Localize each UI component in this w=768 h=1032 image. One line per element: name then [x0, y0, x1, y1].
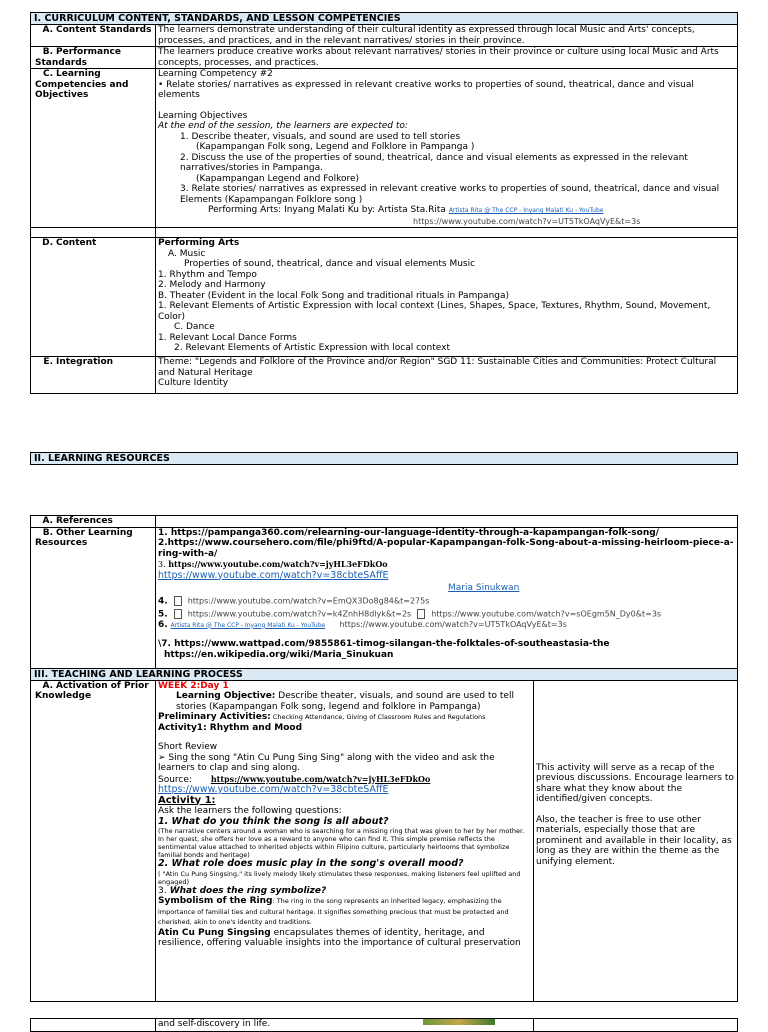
- resource-link-1[interactable]: 1. https://pampanga360.com/relearning-our-language-identity-through-a-kapampangan-folk-song/: [158, 527, 659, 538]
- document-icon: [174, 596, 182, 606]
- content-standards-row: A. Content Standards The learners demonstrate understanding of their cultural identity as expressed through local Music and Arts' concepts, processes, and practices, and in the relevant narratives/ stories in their province.: [31, 25, 738, 47]
- resource-link-3[interactable]: https://www.youtube.com/watch?v=jyHL3eFDkOo: [168, 559, 388, 569]
- curriculum-table: [30, 12, 738, 394]
- resource-link-4[interactable]: https://www.youtube.com/watch?v=EmQX3Do8g84&t=275s: [187, 596, 430, 605]
- performance-standards-text: The learners produce creative works about relevant narratives/ stories in their province or culture using local Music and Arts concepts, processes, and practices.: [156, 47, 738, 69]
- content-cell: Performing Arts A. Music Properties of sound, theatrical, dance and visual elements Music 1. Rhythm and Tempo 2. Melody and Harmony B. Theater (Evident in the local Folk Song and traditional rituals in Pampanga) 1. Relevant Elements of Artistic Expression with local context (Lines, Shapes, Space, Textures, Rhythm, Sound, Movement, Color) C. Dance 1. Relevant Local Dance Forms 2. Relevant Elements of Artistic Expression with local context: [156, 238, 738, 357]
- integration-cell: Theme: "Legends and Folklore of the Province and/or Region" SGD 11: Sustainable Cities and Communities: Protect Cultural and Natural Heritage Culture Identity: [156, 357, 738, 394]
- document-icon: [417, 609, 425, 619]
- competencies-cell: Learning Competency #2 • Relate stories/ narratives as expressed in relevant creative works to properties of sound, theatrical, dance and visual elements Learning Objectives At the end of the session, the learners are expected to: 1. Describe theater, visuals, and sound are used to tell stories (Kapampangan Folk song, Legend and Folklore in Pampanga ) 2. Discuss the use of the properties of sound, theatrical, dance and visual elements as expressed in the relevant narratives/stories in Pampanga. (Kapampangan Legend and Folkore) 3. Relate stories/ narratives as expressed in relevant creative works to properties of sound, theatrical, dance and visual Elements (Kapampangan Folklore song ) Performing Arts: Inyang Malati Ku by: Artista Sta.Rita Artista Rita @ The CCP - Inyang Malati Ku - YouTube https://www.youtube.com/watch?v=UT5TkOAqVyE&t=3s: [156, 69, 738, 228]
- resource-link-5b[interactable]: https://www.youtube.com/watch?v=sOEgm5N_Dy0&t=3s: [431, 609, 662, 618]
- week-label: WEEK 2:Day 1: [158, 680, 229, 691]
- content-row: D. Content Performing Arts A. Music Properties of sound, theatrical, dance and visual elements Music 1. Rhythm and Tempo 2. Melody and Harmony B. Theater (Evident in the local Folk Song and traditional rituals in Pampanga) 1. Relevant Elements of Artistic Expression with local context (Lines, Shapes, Space, Textures, Rhythm, Sound, Movement, Color) C. Dance 1. Relevant Local Dance Forms 2. Relevant Elements of Artistic Expression with local context: [31, 238, 738, 357]
- activation-row: A. Activation of Prior Knowledge WEEK 2:Day 1 Learning Objective: Describe theater, visuals, and sound are used to tell stories (Kapampangan Folk song, legend and folklore in Pampanga) Preliminary Activities: Checking Attendance, Giving of Classroom Rules and Regulations Activity1: Rhythm and Mood Short Review ➢ Sing the song "Atin Cu Pung Sing Sing" along with the video and ask the learners to clap and sing along. Source: https://www.youtube.com/watch?v=jyHL3eFDkOo https://www.youtube.com/watch?v=38cbteSAffE Activity 1: Ask the learners the following questions: 1. What do you think the song is all about? (The narrative centers around a woman who is searching for a missing ring that was given to her by her mother. In her quest, she offers her love as a reward to anyone who can find it. This simple premise reflects the sentimental value attached to inherited objects within Filipino culture, particularly heirlooms that symbolize familial bonds and heritage) 2. What role does music play in the song's overall mood? ( "Atin Cu Pung Singsing," its lively melody likely stimulates these responses, making listeners feel uplifted and engaged) 3. What does the ring symbolize? Symbolism of the Ring: The ring in the song represents an inherited legacy, emphasizing the importance of familial ties and cultural heritage. It signifies something precious that must be protected and cherished, akin to one's identity and traditions. Atin Cu Pung Singsing encapsulates themes of identity, heritage, and resilience, offering valuable insights into the importance of cultural preservation This activity will serve as a recap of the previous discussions. Encourage learners to share what they know about the identified/given concepts. Also, the teacher is free to use other materials, especially those that are prominent and available in their locality, as long as they are within the theme as the unifying element.: [31, 680, 738, 1001]
- activation-label: Activation of Prior Knowledge: [35, 680, 149, 701]
- next-page-table: [30, 1018, 738, 1032]
- performance-standards-label: Performance Standards: [35, 47, 121, 68]
- resource-link-7[interactable]: \7. https://www.wattpad.com/9855861-timog-silangan-the-folktales-of-southeastasia-the: [158, 639, 610, 649]
- references-row: A. References: [31, 516, 738, 528]
- performance-standards-row: B. Performance Standards The learners produce creative works about relevant narratives/ stories in their province or culture using local Music and Arts concepts, processes, and practices.: [31, 47, 738, 69]
- next-page-text: and self-discovery in life.: [158, 1019, 271, 1029]
- other-resources-label: Other Learning Resources: [35, 527, 133, 548]
- content-label: Content: [56, 238, 97, 248]
- section2-header: II. LEARNING RESOURCES: [31, 453, 738, 465]
- resources-table: [30, 515, 738, 1002]
- source-link-1[interactable]: https://www.youtube.com/watch?v=jyHL3eFDkOo: [210, 773, 431, 784]
- content-standards-text: The learners demonstrate understanding of their cultural identity as expressed through local Music and Arts' concepts, processes, and practices, and in the relevant narratives/ stories in their province.: [156, 25, 738, 47]
- artista-rita-link[interactable]: Artista Rita @ The CCP - Inyang Malati Ku - YouTube: [448, 207, 604, 214]
- resource-link-6[interactable]: Artista Rita @ The CCP - Inyang Malati Ku - YouTube: [170, 621, 326, 629]
- competencies-label: Learning Competencies and Objectives: [35, 69, 129, 100]
- learning-resources-header-table: [30, 452, 738, 465]
- document-icon: [174, 609, 182, 619]
- resource-link-3b[interactable]: https://www.youtube.com/watch?v=38cbteSAffE: [158, 569, 389, 581]
- artista-rita-url[interactable]: https://www.youtube.com/watch?v=UT5TkOAqVyE&t=3s: [413, 216, 641, 226]
- teacher-notes-cell: This activity will serve as a recap of the previous discussions. Encourage learners to share what they know about the identified/given concepts. Also, the teacher is free to use other materials, especially those that are prominent and available in their locality, as long as they are within the theme as the unifying element.: [534, 680, 738, 1001]
- references-label: References: [56, 516, 113, 526]
- resource-link-2[interactable]: 2.https://www.coursehero.com/file/phi9ftd/A-popular-Kapampangan-folk-Song-about-a-missing-heirloom-piece-a-ring-with-a/: [158, 538, 734, 559]
- integration-label: Integration: [56, 357, 114, 367]
- integration-row: E. Integration Theme: "Legends and Folklore of the Province and/or Region" SGD 11: Sustainable Cities and Communities: Protect Cultural and Natural Heritage Culture Identity: [31, 357, 738, 394]
- other-resources-cell: 1. https://pampanga360.com/relearning-our-language-identity-through-a-kapampangan-folk-song/ 2.https://www.coursehero.com/file/phi9ftd/A-popular-Kapampangan-folk-Song-about-a-missing-heirloom-piece-a-ring-with-a/ 3. https://www.youtube.com/watch?v=jyHL3eFDkOo https://www.youtube.com/watch?v=38cbteSAffE Maria Sinukwan 4. https://www.youtube.com/watch?v=EmQX3Do8g84&t=275s 5. https://www.youtube.com/watch?v=k4ZnhH8dlyk&t=2s https://www.youtube.com/watch?v=sOEgm5N_Dy0&t=3s 6. Artista Rita @ The CCP - Inyang Malati Ku - YouTube https://www.youtube.com/watch?v=UT5TkOAqVyE&t=3s \7. https://www.wattpad.com/9855861-timog-silangan-the-folktales-of-southeastasia-the https://en.wikipedia.org/wiki/Maria_Sinukuan: [156, 527, 738, 668]
- other-resources-row: B. Other Learning Resources 1. https://pampanga360.com/relearning-our-language-identity-through-a-kapampangan-folk-song/ 2.https://www.coursehero.com/file/phi9ftd/A-popular-Kapampangan-folk-Song-about-a-missing-heirloom-piece-a-ring-with-a/ 3. https://www.youtube.com/watch?v=jyHL3eFDkOo https://www.youtube.com/watch?v=38cbteSAffE Maria Sinukwan 4. https://www.youtube.com/watch?v=EmQX3Do8g84&t=275s 5. https://www.youtube.com/watch?v=k4ZnhH8dlyk&t=2s https://www.youtube.com/watch?v=sOEgm5N_Dy0&t=3s 6. Artista Rita @ The CCP - Inyang Malati Ku - YouTube https://www.youtube.com/watch?v=UT5TkOAqVyE&t=3s \7. https://www.wattpad.com/9855861-timog-silangan-the-folktales-of-southeastasia-the https://en.wikipedia.org/wiki/Maria_Sinukuan: [31, 527, 738, 668]
- content-standards-label: Content Standards: [56, 25, 152, 35]
- resource-link-6-url[interactable]: https://www.youtube.com/watch?v=UT5TkOAqVyE&t=3s: [339, 619, 567, 629]
- resource-link-7b[interactable]: https://en.wikipedia.org/wiki/Maria_Sinukuan: [164, 649, 394, 660]
- activation-cell: WEEK 2:Day 1 Learning Objective: Describe theater, visuals, and sound are used to tell stories (Kapampangan Folk song, legend and folklore in Pampanga) Preliminary Activities: Checking Attendance, Giving of Classroom Rules and Regulations Activity1: Rhythm and Mood Short Review ➢ Sing the song "Atin Cu Pung Sing Sing" along with the video and ask the learners to clap and sing along. Source: https://www.youtube.com/watch?v=jyHL3eFDkOo https://www.youtube.com/watch?v=38cbteSAffE Activity 1: Ask the learners the following questions: 1. What do you think the song is all about? (The narrative centers around a woman who is searching for a missing ring that was given to her by her mother. In her quest, she offers her love as a reward to anyone who can find it. This simple premise reflects the sentimental value attached to inherited objects within Filipino culture, particularly heirlooms that symbolize familial bonds and heritage) 2. What role does music play in the song's overall mood? ( "Atin Cu Pung Singsing," its lively melody likely stimulates these responses, making listeners feel uplifted and engaged) 3. What does the ring symbolize? Symbolism of the Ring: The ring in the song represents an inherited legacy, emphasizing the importance of familial ties and cultural heritage. It signifies something precious that must be protected and cherished, akin to one's identity and traditions. Atin Cu Pung Singsing encapsulates themes of identity, heritage, and resilience, offering valuable insights into the importance of cultural preservation: [156, 680, 534, 1001]
- section3-header: III. TEACHING AND LEARNING PROCESS: [31, 668, 738, 680]
- competencies-row: C. Learning Competencies and Objectives Learning Competency #2 • Relate stories/ narratives as expressed in relevant creative works to properties of sound, theatrical, dance and visual elements Learning Objectives At the end of the session, the learners are expected to: 1. Describe theater, visuals, and sound are used to tell stories (Kapampangan Folk song, Legend and Folklore in Pampanga ) 2. Discuss the use of the properties of sound, theatrical, dance and visual elements as expressed in the relevant narratives/stories in Pampanga. (Kapampangan Legend and Folkore) 3. Relate stories/ narratives as expressed in relevant creative works to properties of sound, theatrical, dance and visual Elements (Kapampangan Folklore song ) Performing Arts: Inyang Malati Ku by: Artista Sta.Rita Artista Rita @ The CCP - Inyang Malati Ku - YouTube https://www.youtube.com/watch?v=UT5TkOAqVyE&t=3s: [31, 69, 738, 228]
- source-link-2[interactable]: https://www.youtube.com/watch?v=38cbteSAffE: [158, 784, 389, 795]
- image-thumbnail: [423, 1019, 495, 1025]
- maria-sinukwan-link[interactable]: Maria Sinukwan: [448, 583, 520, 593]
- section1-header: I. CURRICULUM CONTENT, STANDARDS, AND LESSON COMPETENCIES: [31, 13, 738, 25]
- resource-link-5a[interactable]: https://www.youtube.com/watch?v=k4ZnhH8dlyk&t=2s: [187, 609, 412, 618]
